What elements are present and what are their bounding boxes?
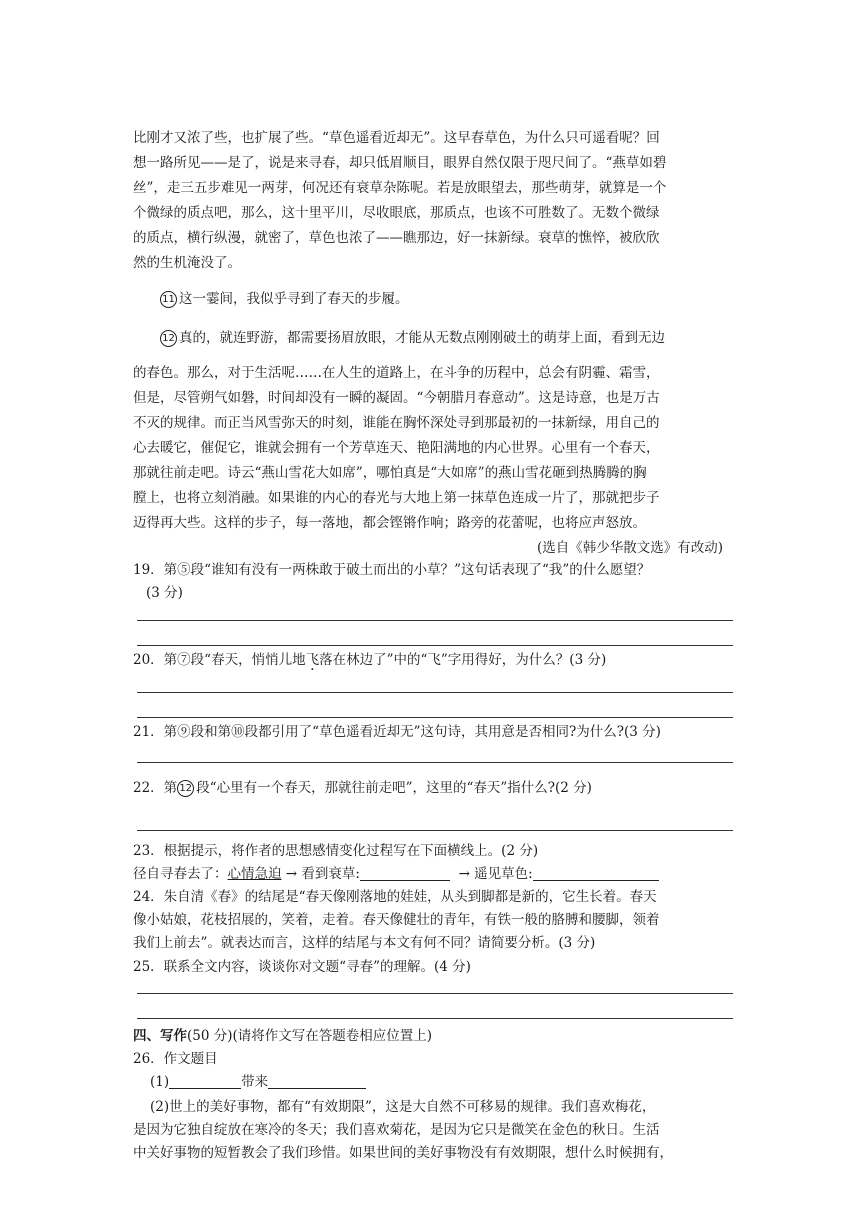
stage-label: 看到衰草:	[301, 866, 360, 882]
paragraph-12-text: 真的，就连野游，都需要扬眉放眼，才能从无数点刚刚破土的萌芽上面，看到无边	[179, 330, 665, 346]
answer-line[interactable]	[137, 645, 733, 646]
essay-prompt-2: 是因为它独自绽放在寒冷的冬天；我们喜欢菊花，是因为它只是微笑在金色的秋日。生活	[133, 1122, 660, 1138]
question-23: 23．根据提示，将作者的思想感情变化过程写在下面横线上。(2 分)	[133, 843, 539, 859]
passage-line: 不灭的规律。而正当风雪弥天的时刻，谁能在胸怀深处寻到那最初的一抹新绿，用自己的	[133, 415, 660, 431]
answer-line[interactable]	[137, 762, 733, 763]
fill-blank[interactable]	[533, 866, 659, 881]
emphasis-char: 飞	[305, 652, 320, 668]
title-prefix: (1)	[150, 1074, 170, 1090]
stage-label: 径自寻春去了：	[133, 866, 228, 882]
question-20-part: 落在林边了”中的“飞”字用得好，为什么？(3 分)	[319, 652, 607, 668]
question-20	[133, 650, 733, 670]
title-mid: 带来	[241, 1074, 269, 1090]
section-note: (50 分)(请将作文写在答题卷相应位置上)	[187, 1028, 433, 1044]
passage-line: 心去暖它，催促它，谁就会拥有一个芳草连天、艳阳满地的内心世界。心里有一个春天，	[133, 440, 660, 456]
passage-line: 的质点，横行纵漫，就密了，草色也浓了——瞧那边，好一抹新绿。衰草的憔悴，被欣欣	[133, 230, 660, 246]
passage-line: 然的生机淹没了。	[133, 255, 241, 271]
passage-line: 膛上，也将立刻消融。如果谁的内心的春光与大地上第一抹草色连成一片了，那就把步子	[133, 490, 660, 506]
question-20-part: 20．第⑦段“春天，悄悄儿地	[133, 652, 306, 668]
question-19-score: (3 分)	[146, 585, 183, 601]
paragraph-12-first-line	[160, 328, 735, 348]
fill-blank[interactable]	[169, 1074, 241, 1089]
question-23-chain	[133, 864, 733, 884]
question-26: 26．作文题目	[133, 1051, 218, 1067]
question-24: 像小姑娘，花枝招展的，笑着，走着。春天像健壮的青年，有铁一般的胳膊和腰脚，领着	[133, 912, 660, 928]
paragraph-number-11: 11	[160, 291, 177, 308]
passage-line: 迈得再大些。这样的步子，每一落地，都会铿锵作响；路旁的花蕾呢，也将应声怒放。	[133, 515, 646, 531]
passage-line: 但是，尽管朔气如磐，时间却没有一瞬的凝固。“今朝腊月春意动”。这是诗意，也是万古	[133, 390, 660, 406]
question-22	[133, 778, 733, 798]
answer-line[interactable]	[137, 620, 733, 621]
passage-line: 个微绿的质点吧，那么，这十里平川，尽收眼底，那质点，也该不可胜数了。无数个微绿	[133, 205, 660, 221]
answer-line[interactable]	[137, 717, 733, 718]
paragraph-11	[160, 289, 735, 309]
paragraph-number-12: 12	[160, 330, 177, 347]
passage-line: 的春色。那么，对于生活呢……在人生的道路上，在斗争的历程中，总会有阴霾、霜雪，	[133, 365, 660, 381]
passage-line: 那就往前走吧。诗云“燕山雪花大如席”，哪怕真是“大如席”的燕山雪花砸到热腾腾的胸	[133, 465, 647, 481]
question-22-part: 22．第	[133, 780, 178, 796]
fill-blank[interactable]	[268, 1074, 366, 1089]
paragraph-11-text: 这一霎间，我似乎寻到了春天的步履。	[179, 291, 409, 307]
question-22-part: 段“心里有一个春天，那就往前走吧”，这里的“春天”指什么?(2 分)	[196, 780, 592, 796]
passage-line: 丝”，走三五步难见一两芽，何况还有衰草杂陈呢。若是放眼望去，那些萌芽，就算是一个	[133, 180, 667, 196]
passage-line: 比刚才又浓了些，也扩展了些。“草色遥看近却无”。这早春草色，为什么只可遥看呢？回	[133, 130, 660, 146]
arrow-icon: →	[285, 866, 298, 882]
arrow-icon: →	[458, 866, 470, 882]
answer-line[interactable]	[137, 830, 733, 831]
question-24: 我们上前去”。就表达而言，这样的结尾与本文有何不同？请简要分析。(3 分)	[133, 935, 596, 951]
answer-line[interactable]	[137, 692, 733, 693]
essay-title-1	[150, 1072, 725, 1092]
answer-line[interactable]	[137, 1018, 733, 1019]
filled-answer: 心情急迫	[227, 866, 282, 882]
passage-line: 想一路所见——是了，说是来寻春，却只低眉顺目，眼界自然仅限于咫尺间了。“燕草如碧	[133, 155, 667, 171]
fill-blank[interactable]	[360, 866, 450, 881]
section-heading	[133, 1026, 733, 1046]
essay-prompt-2: (2)世上的美好事物，都有“有效期限”，这是大自然不可移易的规律。我们喜欢梅花，	[150, 1099, 656, 1115]
question-19: 19．第⑤段“谁知有没有一两株敢于破土而出的小草？”这句话表现了“我”的什么愿望？	[133, 562, 651, 578]
answer-line[interactable]	[137, 993, 733, 994]
question-21: 21．第⑨段和第⑩段都引用了“草色遥看近却无”这句诗，其用意是否相同?为什么?(3 分)	[133, 724, 661, 740]
essay-prompt-2: 中关好事物的短暂教会了我们珍惜。如果世间的美好事物没有有效期限，想什么时候拥有，	[133, 1145, 673, 1161]
paragraph-number-12: 12	[177, 780, 194, 797]
question-24: 24．朱自清《春》的结尾是“春天像刚落地的娃娃，从头到脚都是新的，它生长着。春天	[133, 889, 657, 905]
section-title: 四、写作	[133, 1028, 187, 1044]
question-25: 25．联系全文内容，谈谈你对文题“寻春”的理解。(4 分)	[133, 959, 471, 975]
source-citation: (选自《韩少华散文选》有改动)	[536, 540, 723, 556]
stage-label: 遥见草色:	[474, 866, 533, 882]
